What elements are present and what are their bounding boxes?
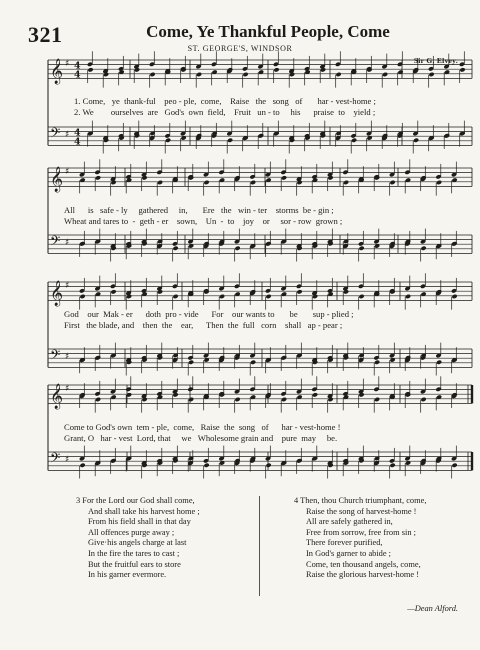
note-head [451, 294, 457, 299]
note-head [165, 138, 171, 143]
stanza-line: There forever purified, [306, 538, 383, 548]
note-head [428, 72, 434, 77]
note-head [196, 72, 202, 77]
stanza-line: Come, ten thousand angels, come, [306, 559, 421, 569]
note-head [172, 246, 178, 251]
stanza-line: 3 For the Lord our God shall come, [76, 496, 195, 505]
lyric-line: First the blade, and then the ear, Then the full corn shall ap - pear ; [64, 320, 343, 330]
time-signature: 4 [74, 60, 81, 72]
note-head [343, 180, 349, 185]
stanza-line: From his field shall in that day [88, 517, 191, 527]
treble-clef: 𝄞 [50, 281, 64, 306]
bass-clef: 𝄢 [50, 233, 61, 252]
lyric-line: God our Mak - er doth pro - vide For our wants to be sup - plied ; [64, 309, 354, 319]
note-head [420, 246, 426, 251]
key-sharp: ♯ [65, 352, 70, 362]
key-sharp: ♯ [65, 130, 70, 140]
lyric-line: Wheat and tares to - geth - er sown, Un - to joy or sor - row grown ; [64, 216, 343, 226]
time-signature: 4 [74, 69, 81, 81]
note-head [219, 294, 225, 299]
note-head [281, 175, 287, 180]
key-sharp: ♯ [65, 238, 70, 248]
note-head [242, 72, 248, 77]
key-sharp: ♯ [65, 281, 70, 291]
lyric-line: All is safe - ly gathered in, Ere the win - ter storms be - gin ; [64, 205, 334, 215]
note-head [389, 463, 395, 468]
note-head [157, 180, 163, 185]
note-head [188, 397, 194, 402]
stanza-line: In God's garner to abide ; [306, 548, 392, 558]
note-head [420, 397, 426, 402]
stanza-line: In his garner evermore. [88, 570, 167, 580]
note-head [87, 67, 93, 72]
note-head [436, 180, 442, 185]
note-head [389, 180, 395, 185]
note-head [79, 294, 85, 299]
lyric-line: Grant, O har - vest Lord, that we Wholesome grain and pure may be. [64, 433, 338, 443]
note-head [374, 397, 380, 402]
stanza-divider [259, 496, 260, 596]
treble-clef: 𝄞 [50, 59, 64, 84]
note-head [405, 294, 411, 299]
bass-clef: 𝄢 [50, 450, 61, 469]
lyric-line: 1. Come, ye thank-ful peo - ple, come, Raise the song of har - vest-home ; [74, 96, 376, 106]
note-head [296, 289, 302, 294]
note-head [172, 294, 178, 299]
hymn-title: Come, Ye Thankful People, Come [146, 22, 390, 41]
note-head [351, 138, 357, 143]
stanza-line: Raise the song of harvest-home ! [306, 506, 417, 516]
stanza-line: Give·his angels charge at last [88, 538, 187, 548]
note-head [110, 289, 116, 294]
note-head [358, 294, 364, 299]
bass-clef: 𝄢 [50, 125, 61, 144]
note-head [382, 72, 388, 77]
key-sharp: ♯ [65, 455, 70, 465]
note-head [265, 463, 271, 468]
note-head [234, 246, 240, 251]
note-head [451, 463, 457, 468]
stanza-line: All are safely gathered in, [306, 517, 393, 527]
stanza-line: Raise the glorious harvest-home ! [306, 570, 420, 580]
note-head [203, 463, 209, 468]
key-sharp: ♯ [65, 167, 70, 177]
note-head [95, 175, 101, 180]
key-sharp: ♯ [65, 384, 70, 394]
note-head [413, 138, 419, 143]
time-signature: 4 [74, 127, 81, 139]
note-head [374, 360, 380, 365]
author-credit: —Dean Alford. [407, 604, 458, 613]
note-head [203, 180, 209, 185]
note-head [250, 360, 256, 365]
note-head [273, 67, 279, 72]
note-head [335, 72, 341, 77]
note-head [250, 180, 256, 185]
stanza-line: In the fire the tares to cast ; [88, 548, 180, 558]
note-head [79, 463, 85, 468]
lyric-line: Come to God's own tem - ple, come, Raise the song of har - vest-home ! [64, 422, 341, 432]
stanza-3 [76, 496, 200, 581]
hymn-number: 321 [28, 22, 63, 47]
stanza-4 [294, 496, 426, 581]
bass-clef: 𝄢 [50, 347, 61, 366]
note-head [227, 138, 233, 143]
note-head [265, 294, 271, 299]
note-head [312, 392, 318, 397]
treble-clef: 𝄞 [50, 384, 64, 409]
treble-clef: 𝄞 [50, 167, 64, 192]
note-head [358, 246, 364, 251]
stanza-line: All offences purge away ; [88, 527, 175, 537]
stanza-line: Free from sorrow, free from sin ; [306, 527, 416, 537]
key-sharp: ♯ [65, 59, 70, 69]
stanza-line: And shall take his harvest home ; [88, 506, 200, 516]
note-head [436, 360, 442, 365]
note-head [95, 397, 101, 402]
note-head [459, 67, 465, 72]
note-head [149, 72, 155, 77]
stanza-line: 4 Then, thou Church triumphant, come, [294, 496, 427, 505]
composer-credit: Sir G. Elvey. [413, 56, 458, 65]
note-head [234, 397, 240, 402]
note-head [188, 360, 194, 365]
note-head [281, 397, 287, 402]
lyric-line: 2. We ourselves are God's own field, Fruit un - to his praise to yield ; [74, 107, 376, 117]
tune-name: ST. GEORGE'S, WINDSOR [187, 44, 293, 53]
time-signature: 4 [74, 136, 81, 148]
stanza-line: But the fruitful ears to store [88, 559, 181, 569]
